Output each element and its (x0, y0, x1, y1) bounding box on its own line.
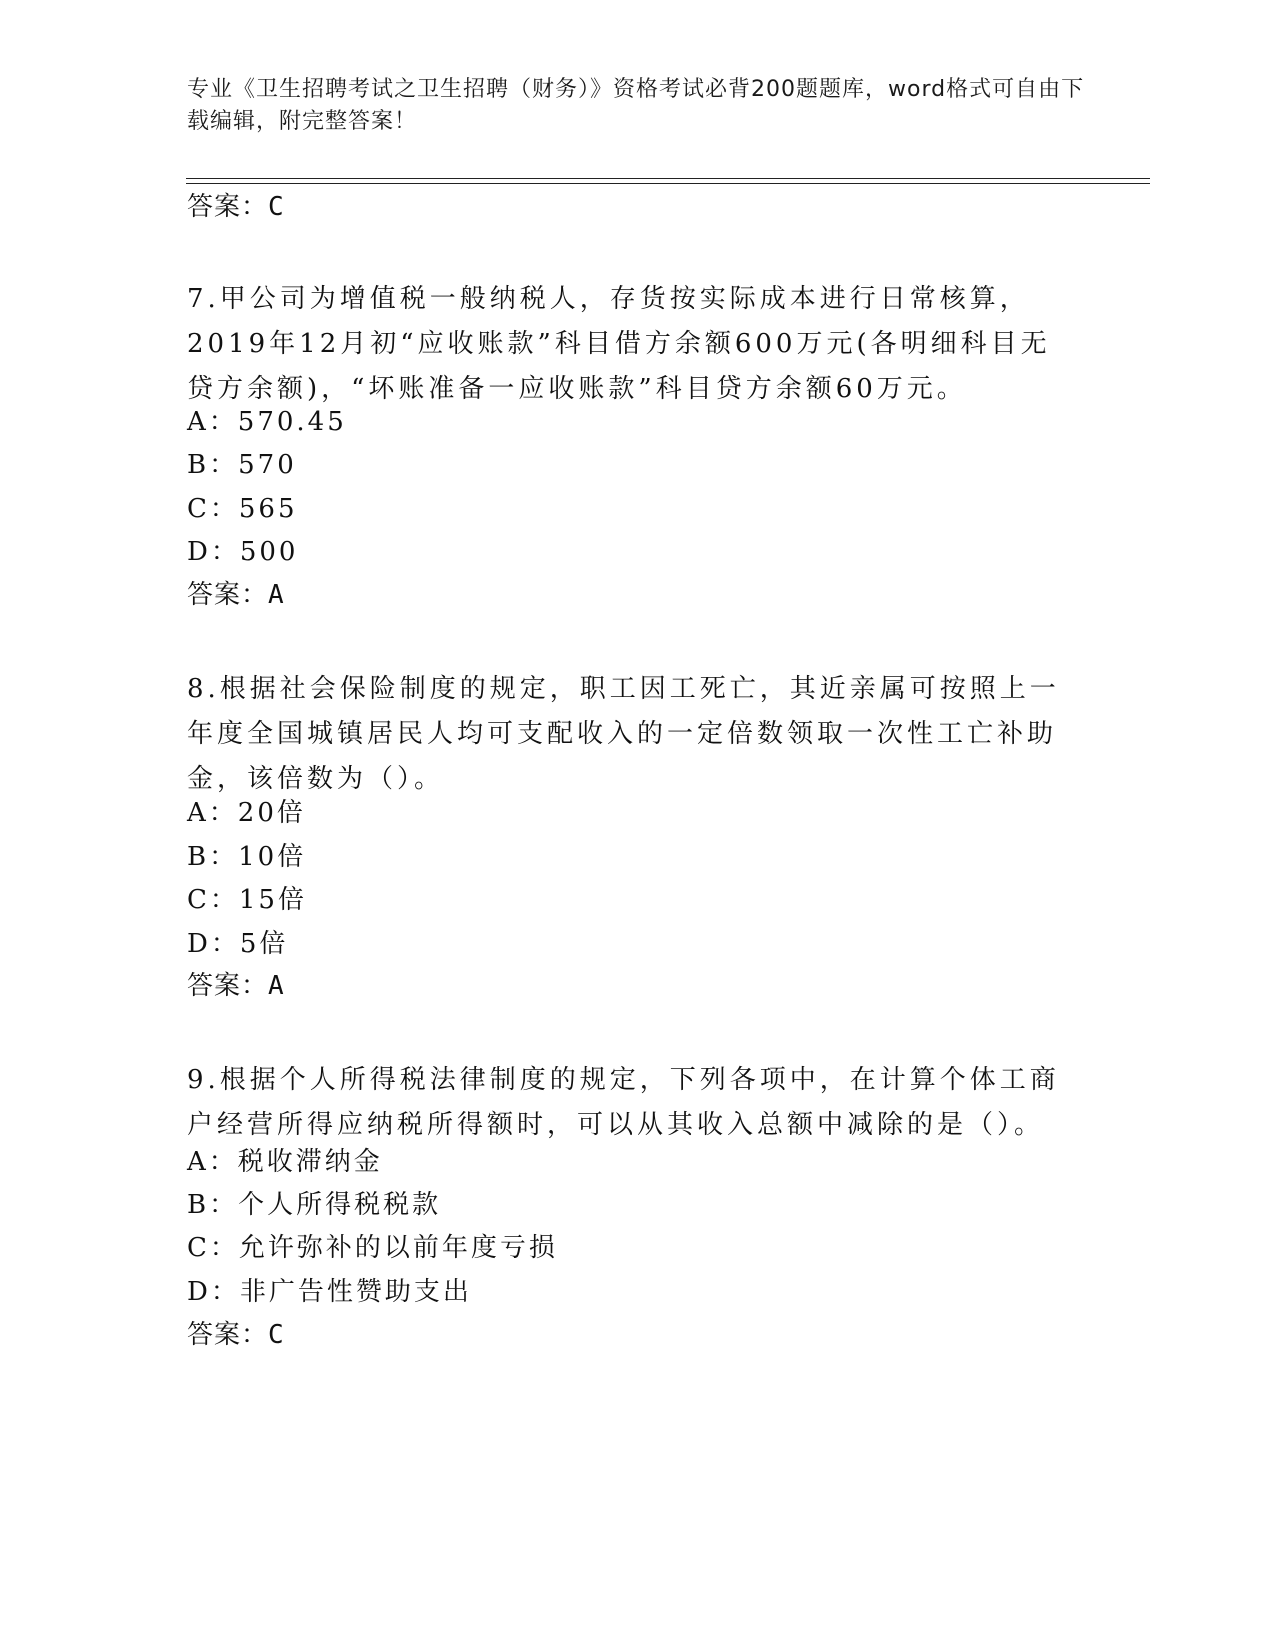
option-b: B：570 (187, 450, 297, 480)
option-d: D：5倍 (187, 929, 289, 959)
answer-value: C (268, 1320, 285, 1350)
option-b: B：个人所得税税款 (187, 1190, 442, 1220)
option-c: C：允许弥补的以前年度亏损 (187, 1233, 558, 1263)
answer-line (187, 190, 285, 224)
answer-label: 答案： (187, 1320, 269, 1350)
answer-value: A (268, 580, 285, 610)
option-b: B：10倍 (187, 842, 307, 872)
answer-line (187, 1318, 285, 1352)
answer-value: C (268, 192, 285, 222)
header-rule-bottom (186, 183, 1150, 184)
option-a: A：20倍 (187, 798, 306, 828)
option-c: C：565 (187, 494, 298, 524)
option-a: A：税收滞纳金 (187, 1147, 383, 1177)
option-a: A：570.45 (187, 407, 347, 437)
header-rule-top (186, 178, 1150, 179)
question-7: 7.甲公司为增值税一般纳税人，存货按实际成本进行日常核算，2019年12月初“应收账款”科目借方余额600万元(各明细科目无贷方余额)，“坏账准备一应收账款”科目贷方余额60万元。 (187, 284, 1051, 404)
answer-line (187, 578, 285, 612)
question-8: 8.根据社会保险制度的规定，职工因工死亡，其近亲属可按照上一年度全国城镇居民人均可支配收入的一定倍数领取一次性工亡补助金，该倍数为（）。 (187, 674, 1060, 794)
option-d: D：500 (187, 537, 299, 567)
answer-value: A (268, 971, 285, 1001)
question-9: 9.根据个人所得税法律制度的规定，下列各项中，在计算个体工商户经营所得应纳税所得额时，可以从其收入总额中减除的是（）。 (187, 1065, 1060, 1140)
answer-line (187, 969, 285, 1003)
document-header: 专业《卫生招聘考试之卫生招聘（财务）》资格考试必背200题题库，word格式可自由下载编辑，附完整答案！ (187, 77, 1085, 134)
answer-label: 答案： (187, 192, 269, 222)
option-d: D：非广告性赞助支出 (187, 1277, 472, 1307)
option-c: C：15倍 (187, 885, 307, 915)
answer-label: 答案： (187, 580, 269, 610)
answer-label: 答案： (187, 971, 269, 1001)
